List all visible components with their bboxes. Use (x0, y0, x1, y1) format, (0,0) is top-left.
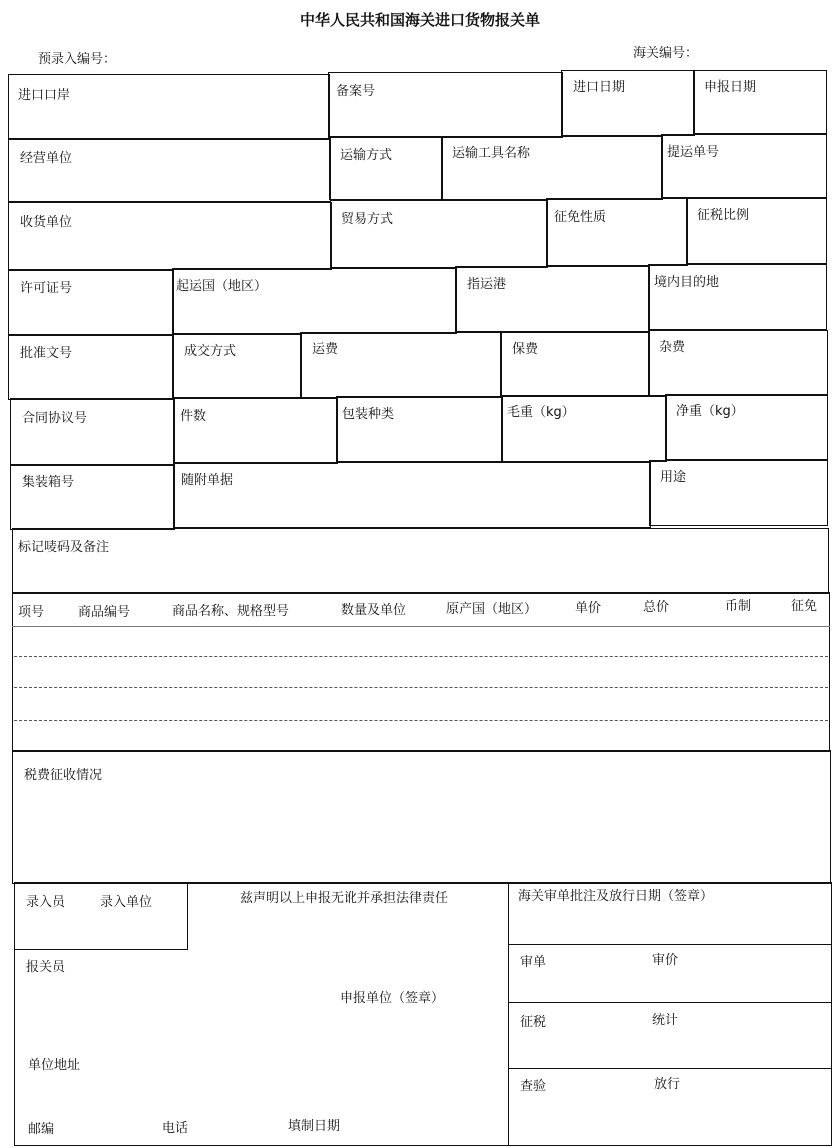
net-weight-label: 净重（kg） (676, 404, 744, 419)
declaring-unit-label: 申报单位（签章） (340, 991, 445, 1006)
goods-header-total-price: 总价 (643, 600, 670, 615)
tax-section-label: 税费征收情况 (24, 768, 103, 783)
goods-row-line (14, 656, 828, 657)
declaration-divider (508, 882, 509, 1146)
record-no-cell[interactable] (328, 72, 563, 138)
trade-mode-label: 贸易方式 (341, 212, 394, 227)
goods-header-quantity-unit: 数量及单位 (341, 603, 407, 618)
goods-row-line (14, 687, 828, 688)
goods-header-exemption: 征免 (791, 599, 818, 614)
goods-header-unit-price: 单价 (575, 601, 602, 616)
usage-label: 用途 (660, 470, 687, 485)
license-no-label: 许可证号 (20, 281, 73, 296)
attached-docs-cell[interactable] (173, 462, 651, 528)
marks-remarks-cell[interactable] (12, 528, 829, 594)
domestic-dest-cell[interactable] (648, 264, 827, 330)
marks-remarks-label: 标记唛码及备注 (18, 540, 110, 555)
bill-no-cell[interactable] (661, 134, 827, 198)
release-label: 放行 (654, 1077, 681, 1092)
packaging-cell[interactable] (336, 396, 503, 462)
approval-divider (508, 1068, 832, 1069)
import-date-label: 进口日期 (573, 80, 626, 95)
address-label: 单位地址 (28, 1058, 81, 1073)
goods-header-code: 商品编号 (78, 605, 131, 620)
pieces-label: 件数 (180, 409, 207, 424)
contract-no-cell[interactable] (10, 398, 175, 466)
price-review-label: 审价 (652, 953, 679, 968)
exemption-nature-label: 征免性质 (554, 210, 607, 225)
transport-mode-label: 运输方式 (340, 148, 393, 163)
entry-unit-label: 录入单位 (100, 895, 153, 910)
approval-divider (508, 944, 832, 945)
goods-header-name-spec: 商品名称、规格型号 (172, 604, 290, 619)
tax-rate-label: 征税比例 (697, 208, 750, 223)
insurance-label: 保费 (512, 342, 539, 357)
domestic-dest-label: 境内目的地 (654, 275, 720, 290)
goods-header-item-no: 项号 (18, 605, 45, 620)
tax-section-cell[interactable] (12, 750, 831, 884)
port-of-loading-label: 指运港 (467, 277, 507, 292)
declare-date-label: 申报日期 (704, 80, 757, 95)
trade-mode-cell[interactable] (330, 200, 548, 268)
origin-country-label: 起运国（地区） (176, 279, 268, 294)
statistics-label: 统计 (652, 1013, 679, 1028)
declarant-label: 报关员 (26, 960, 66, 975)
consignee-label: 收货单位 (20, 215, 73, 230)
goods-header-currency: 币制 (725, 599, 752, 614)
misc-fee-label: 杂费 (659, 340, 686, 355)
transport-name-label: 运输工具名称 (452, 146, 531, 161)
postcode-label: 邮编 (28, 1122, 55, 1137)
import-port-label: 进口口岸 (18, 88, 71, 103)
goods-header-origin: 原产国（地区） (446, 602, 538, 617)
license-no-cell[interactable] (8, 270, 174, 336)
gross-weight-label: 毛重（kg） (507, 405, 575, 420)
operating-unit-cell[interactable] (8, 138, 331, 202)
approval-no-cell[interactable] (8, 334, 174, 400)
import-port-cell[interactable] (8, 74, 330, 140)
transport-mode-cell[interactable] (329, 136, 443, 200)
review-label: 审单 (520, 955, 547, 970)
customs-approval-title: 海关审单批注及放行日期（签章） (518, 889, 714, 904)
goods-header-divider (12, 626, 830, 627)
phone-label: 电话 (162, 1121, 189, 1136)
approval-no-label: 批准文号 (20, 346, 73, 361)
exemption-nature-cell[interactable] (546, 198, 688, 266)
container-no-cell[interactable] (10, 464, 175, 530)
goods-table (12, 592, 830, 752)
form-title: 中华人民共和国海关进口货物报关单 (299, 11, 540, 29)
attached-docs-label: 随附单据 (181, 473, 234, 488)
container-no-label: 集装箱号 (22, 475, 75, 490)
pieces-cell[interactable] (173, 398, 338, 464)
consignee-cell[interactable] (8, 202, 332, 270)
contract-no-label: 合同协议号 (22, 411, 88, 426)
record-no-label: 备案号 (336, 84, 376, 99)
approval-divider (508, 1002, 832, 1003)
origin-country-cell[interactable] (172, 268, 457, 334)
inspection-label: 查验 (520, 1079, 547, 1094)
declaration-statement: 兹声明以上申报无讹并承担法律责任 (240, 891, 449, 906)
operating-unit-label: 经营单位 (20, 151, 73, 166)
customs-no-label: 海关编号： (633, 46, 699, 61)
entry-clerk-label: 录入员 (26, 895, 66, 910)
port-of-loading-cell[interactable] (455, 266, 650, 332)
goods-row-line (14, 720, 828, 721)
freight-label: 运费 (312, 342, 339, 357)
packaging-label: 包装种类 (342, 407, 395, 422)
fill-date-label: 填制日期 (288, 1119, 341, 1134)
entry-clerk-cell[interactable] (14, 882, 188, 950)
tax-levy-label: 征税 (520, 1015, 547, 1030)
pre-entry-no-label: 预录入编号： (38, 52, 117, 67)
bill-no-label: 提运单号 (667, 145, 720, 160)
deal-mode-label: 成交方式 (184, 344, 237, 359)
